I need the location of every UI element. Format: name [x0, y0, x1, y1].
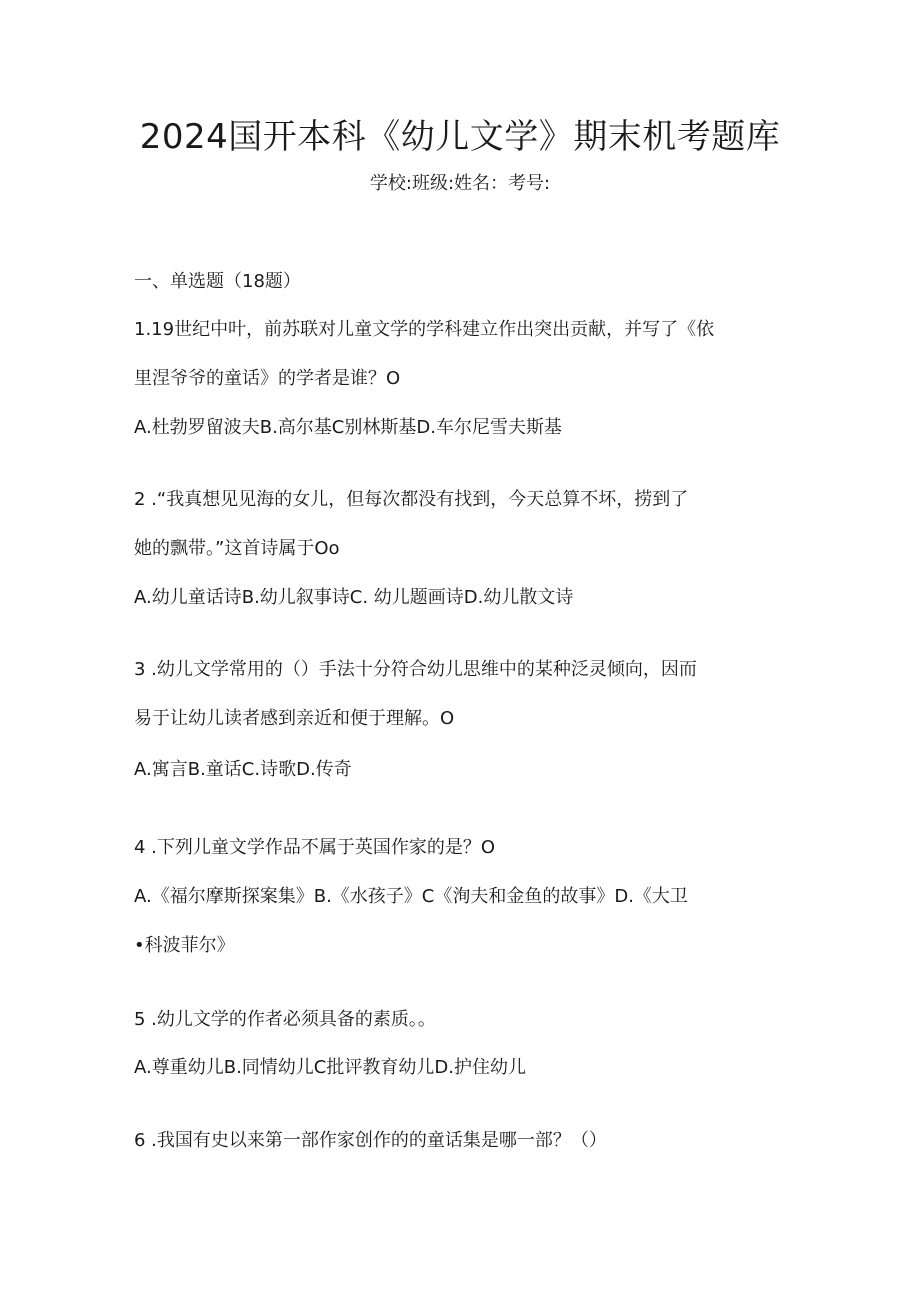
question-2-options: A.幼儿童话诗B.幼儿叙事诗C. 幼儿题画诗D.幼儿散文诗: [134, 587, 574, 608]
question-3-line-2: 易于让幼儿读者感到亲近和便于理解。O: [134, 708, 455, 729]
section-heading: 一、单选题（18题）: [134, 271, 301, 292]
question-1-line-2: 里涅爷爷的童话》的学者是谁？O: [134, 368, 401, 389]
question-5-options: A.尊重幼儿B.同情幼儿C批评教育幼儿D.护住幼儿: [134, 1057, 526, 1078]
question-4-options-line-1: A.《福尔摩斯探案集》B.《水孩子》C《洵夫和金鱼的故事》D.《大卫: [134, 886, 688, 907]
question-1-options: A.杜勃罗留波夫B.高尔基C别林斯基D.车尔尼雪夫斯基: [134, 417, 562, 438]
question-4-line-1: 4 .下列儿童文学作品不属于英国作家的是？O: [134, 837, 496, 858]
question-4-options-line-2: •科波菲尔》: [134, 935, 235, 956]
question-6-line-1: 6 .我国有史以来第一部作家创作的的童话集是哪一部？（）: [134, 1130, 607, 1151]
question-2-line-2: 她的飘带。”这首诗属于Oo: [134, 538, 340, 559]
student-info-line: 学校:班级:姓名：考号:: [369, 173, 551, 194]
question-3-line-1: 3 .幼儿文学常用的（）手法十分符合幼儿思维中的某种泛灵倾向，因而: [134, 659, 697, 680]
document-title: 2024国开本科《幼儿文学》期末机考题库: [139, 117, 781, 157]
question-1-line-1: 1.19世纪中叶，前苏联对儿童文学的学科建立作出突出贡献，并写了《依: [134, 319, 715, 340]
question-3-options: A.寓言B.童话C.诗歌D.传奇: [134, 759, 352, 780]
question-5-line-1: 5 .幼儿文学的作者必须具备的素质。。: [134, 1009, 436, 1030]
question-2-line-1: 2 .“我真想见见海的女儿，但每次都没有找到，今天总算不坏，捞到了: [134, 489, 689, 510]
